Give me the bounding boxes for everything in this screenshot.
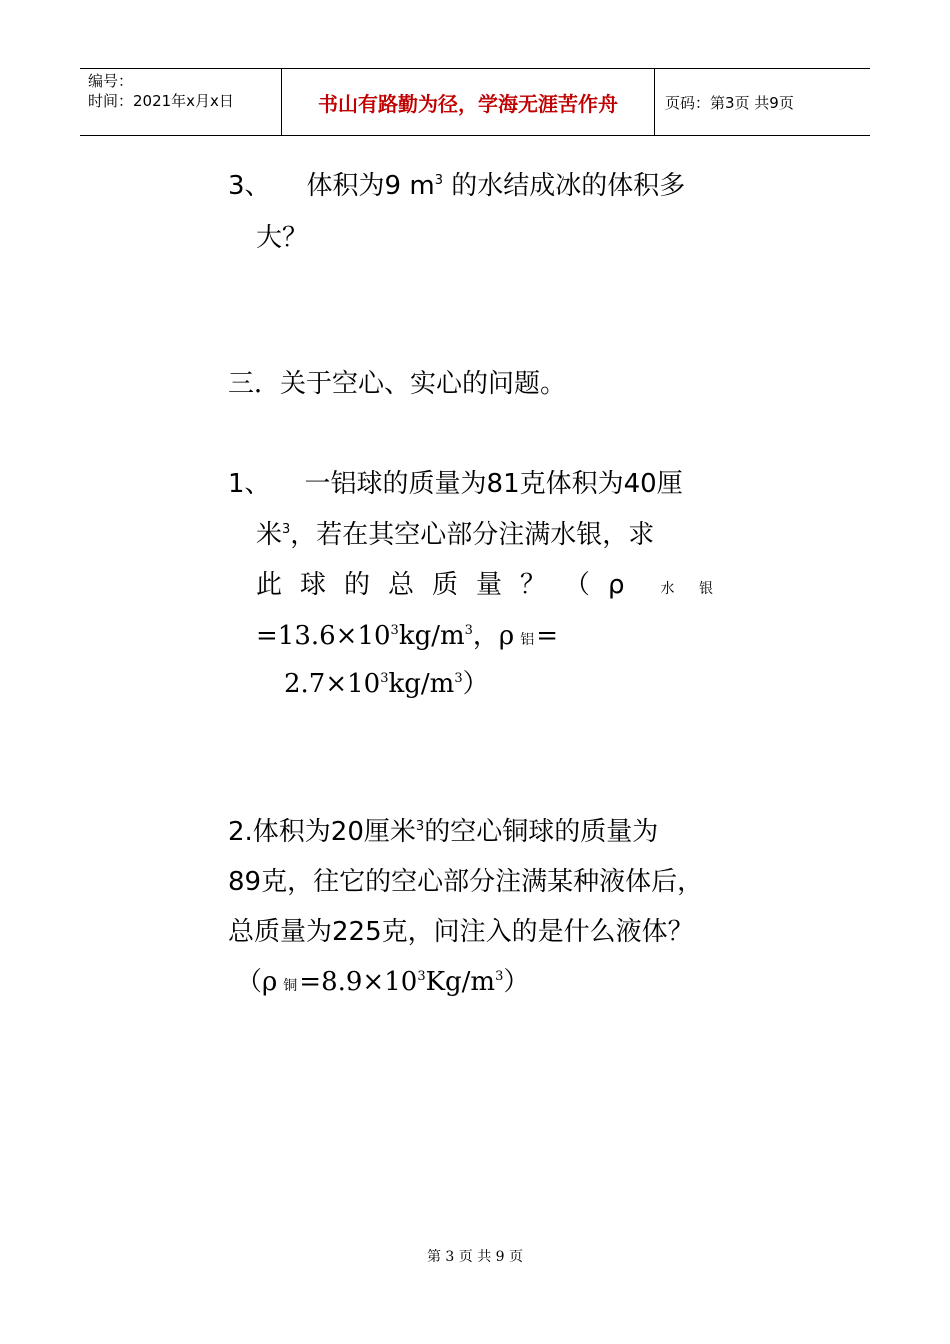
page-info: 页码：第3页 共9页 [665,93,794,112]
section-title: 三．关于空心、实心的问题。 [228,369,567,399]
question-3-line-2: 大？ [256,223,309,253]
problem-number: 1、 [228,469,271,499]
time-label: 时间：2021年x月x日 [88,92,234,110]
problem-1-line-1: 1、 一铝球的质量为81克体积为40厘 [228,469,683,499]
problem-1-line-3: 此球的总质量？（ρ 水 银 [256,570,723,600]
number-label: 编号： [88,72,134,90]
problem-2-line-2: 89克，往它的空心部分注满某种液体后， [228,867,704,897]
question-3-line-1: 3、 体积为9 $m^3$ 的水结成冰的体积多 [228,171,686,201]
problem-2-line-3: 总质量为225克，问注入的是什么液体？ [228,917,694,947]
page-footer: 第 3 页 共 9 页 [426,1249,524,1265]
document-header [80,68,870,136]
motto: 书山有路勤为径，学海无涯苦作舟 [282,69,655,135]
header-left-cell [80,69,282,135]
problem-2-line-1: 2.体积为20厘米$^3$的空心铜球的质量为 [228,817,659,847]
problem-1-line-4: $=13.6\times 10^3kg/m^3$，ρ 铝= [256,621,559,651]
question-number: 3、 [228,171,271,201]
problem-1-line-5: $2.7\times 10^3kg/m^3$） [284,669,489,699]
problem-2-line-4: （ρ铜$=8.9\times 10^3Kg/m^3$） [236,967,530,997]
problem-1-line-2: 米$^3$，若在其空心部分注满水银，求 [256,520,655,550]
